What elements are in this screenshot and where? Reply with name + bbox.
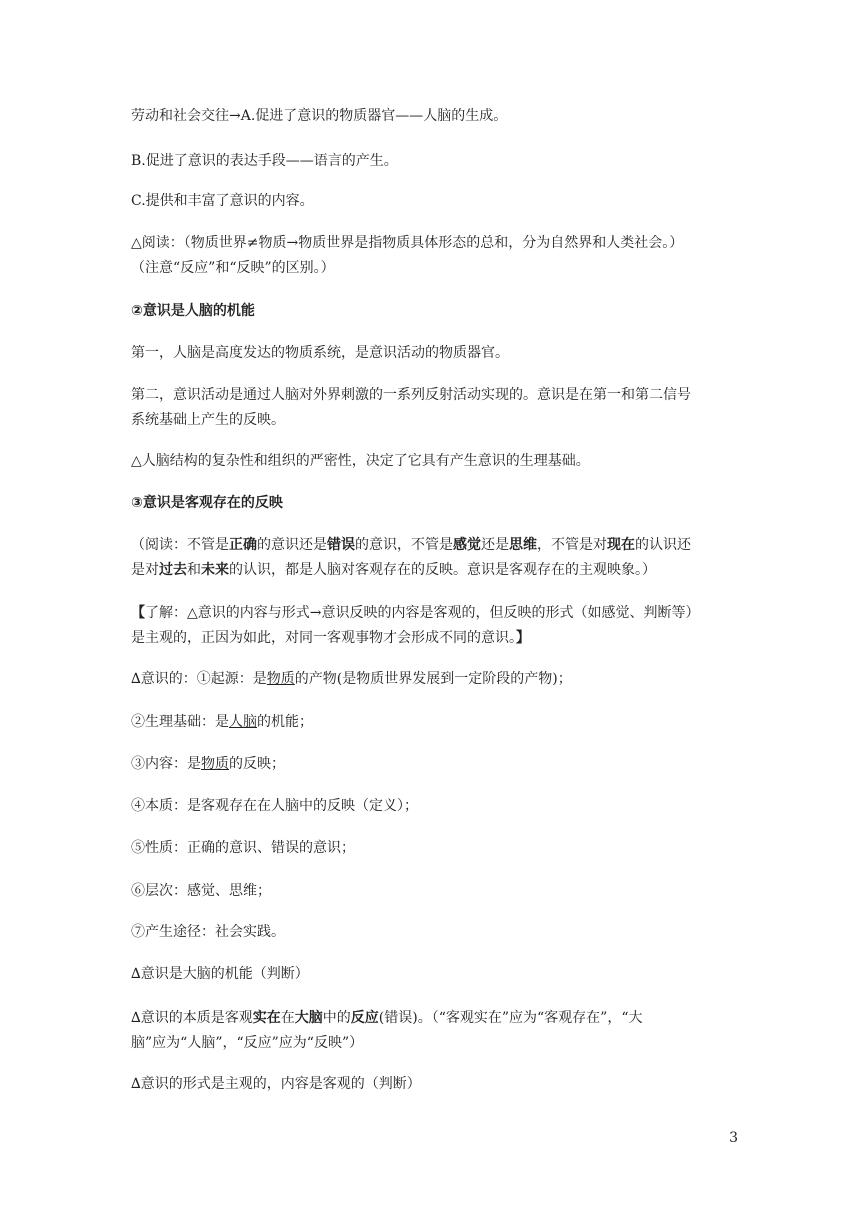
list-origin	[131, 667, 731, 691]
page-number: 3	[729, 1130, 738, 1146]
underlined-text: 人脑	[229, 714, 257, 730]
bold-text: 未来	[201, 562, 229, 578]
text: 的认识还	[635, 537, 691, 553]
bold-text: 过去	[159, 562, 187, 578]
list-content	[131, 752, 731, 776]
text: ∆意识的：①起源：是	[131, 671, 267, 687]
list-levels: ⑥层次：感觉、思维；	[131, 883, 271, 899]
bracket-close: 】	[516, 630, 530, 646]
bold-text: 正确	[229, 537, 257, 553]
bold-text: 大脑	[294, 1010, 323, 1026]
heading-brain-function: ②意识是人脑的机能	[131, 303, 255, 319]
text: ②生理基础：是	[131, 714, 229, 730]
list-essence: ④本质：是客观存在在人脑中的反映（定义）；	[131, 798, 418, 814]
paragraph-reading-consciousness-2	[131, 558, 731, 582]
paragraph-content: C.提供和丰富了意识的内容。	[131, 193, 314, 209]
text: 的认识，都是人脑对客观存在的反映。意识是客观存在的主观映象。）	[229, 562, 656, 578]
text: 是主观的，正因为如此，对同一客观事物才会形成不同的意识。	[131, 630, 516, 646]
paragraph-reading-material-world: △阅读：（物质世界≠物质→物质世界是指物质具体形态的总和，分为自然界和人类社会。）	[131, 235, 684, 251]
text: 中的	[322, 1010, 351, 1026]
paragraph-second-line1: 第二，意识活动是通过人脑对外界刺激的一系列反射活动实现的。意识是在第一和第二信号	[131, 387, 691, 403]
bold-text: 错误	[327, 537, 355, 553]
text: 在	[280, 1010, 295, 1026]
text: 还是	[481, 537, 509, 553]
judgment-brain-function: ∆意识是大脑的机能（判断）	[131, 966, 309, 982]
text: ，不管是对	[537, 537, 607, 553]
judgment-essence-2: 脑”应为“人脑”，“反应”应为“反映”）	[131, 1035, 364, 1051]
text: 的意识，不管是	[355, 537, 453, 553]
list-physiological-basis	[131, 710, 731, 734]
judgment-essence-1	[131, 1006, 731, 1030]
text: 了解：△意识的内容与形式→意识反映的内容是客观的，但反映的形式（如感觉、判断等）	[145, 605, 700, 621]
bold-text: 思维	[509, 537, 537, 553]
bold-text: 实在	[252, 1010, 281, 1026]
list-nature: ⑤性质：正确的意识、错误的意识；	[131, 840, 355, 856]
text: (错误)。（“客观实在”应为“客观存在”，“大	[378, 1010, 643, 1026]
text: ③内容：是	[131, 756, 201, 772]
bold-text: 反应	[350, 1010, 379, 1026]
text: 和	[187, 562, 201, 578]
text: 的反映；	[229, 756, 285, 772]
paragraph-reading-consciousness-1	[131, 533, 731, 557]
paragraph-language: B.促进了意识的表达手段——语言的产生。	[131, 153, 398, 169]
paragraph-understand-1	[131, 601, 731, 625]
paragraph-labor-social: 劳动和社会交往→A.促进了意识的物质器官——人脑的生成。	[131, 108, 508, 124]
text: ∆意识的本质是客观	[131, 1010, 253, 1026]
bracket-open: 【	[131, 605, 145, 621]
judgment-form-content: ∆意识的形式是主观的，内容是客观的（判断）	[131, 1076, 421, 1092]
underlined-text: 物质	[266, 671, 295, 687]
text: 的意识还是	[257, 537, 327, 553]
heading-reflection: ③意识是客观存在的反映	[131, 495, 283, 511]
paragraph-reading-note: （注意“反应”和“反映”的区别。）	[131, 260, 335, 276]
text: （阅读：不管是	[131, 537, 229, 553]
text: 是对	[131, 562, 159, 578]
paragraph-first: 第一，人脑是高度发达的物质系统，是意识活动的物质器官。	[131, 345, 509, 361]
text: 的产物(是物质世界发展到一定阶段的产物)；	[294, 671, 572, 687]
list-approach: ⑦产生途径：社会实践。	[131, 924, 285, 940]
text: 的机能；	[257, 714, 313, 730]
paragraph-brain-structure: △人脑结构的复杂性和组织的严密性，决定了它具有产生意识的生理基础。	[131, 453, 590, 469]
paragraph-second-line2: 系统基础上产生的反映。	[131, 412, 285, 428]
underlined-text: 物质	[201, 756, 229, 772]
bold-text: 感觉	[453, 537, 481, 553]
paragraph-understand-2	[131, 626, 731, 650]
bold-text: 现在	[607, 537, 635, 553]
